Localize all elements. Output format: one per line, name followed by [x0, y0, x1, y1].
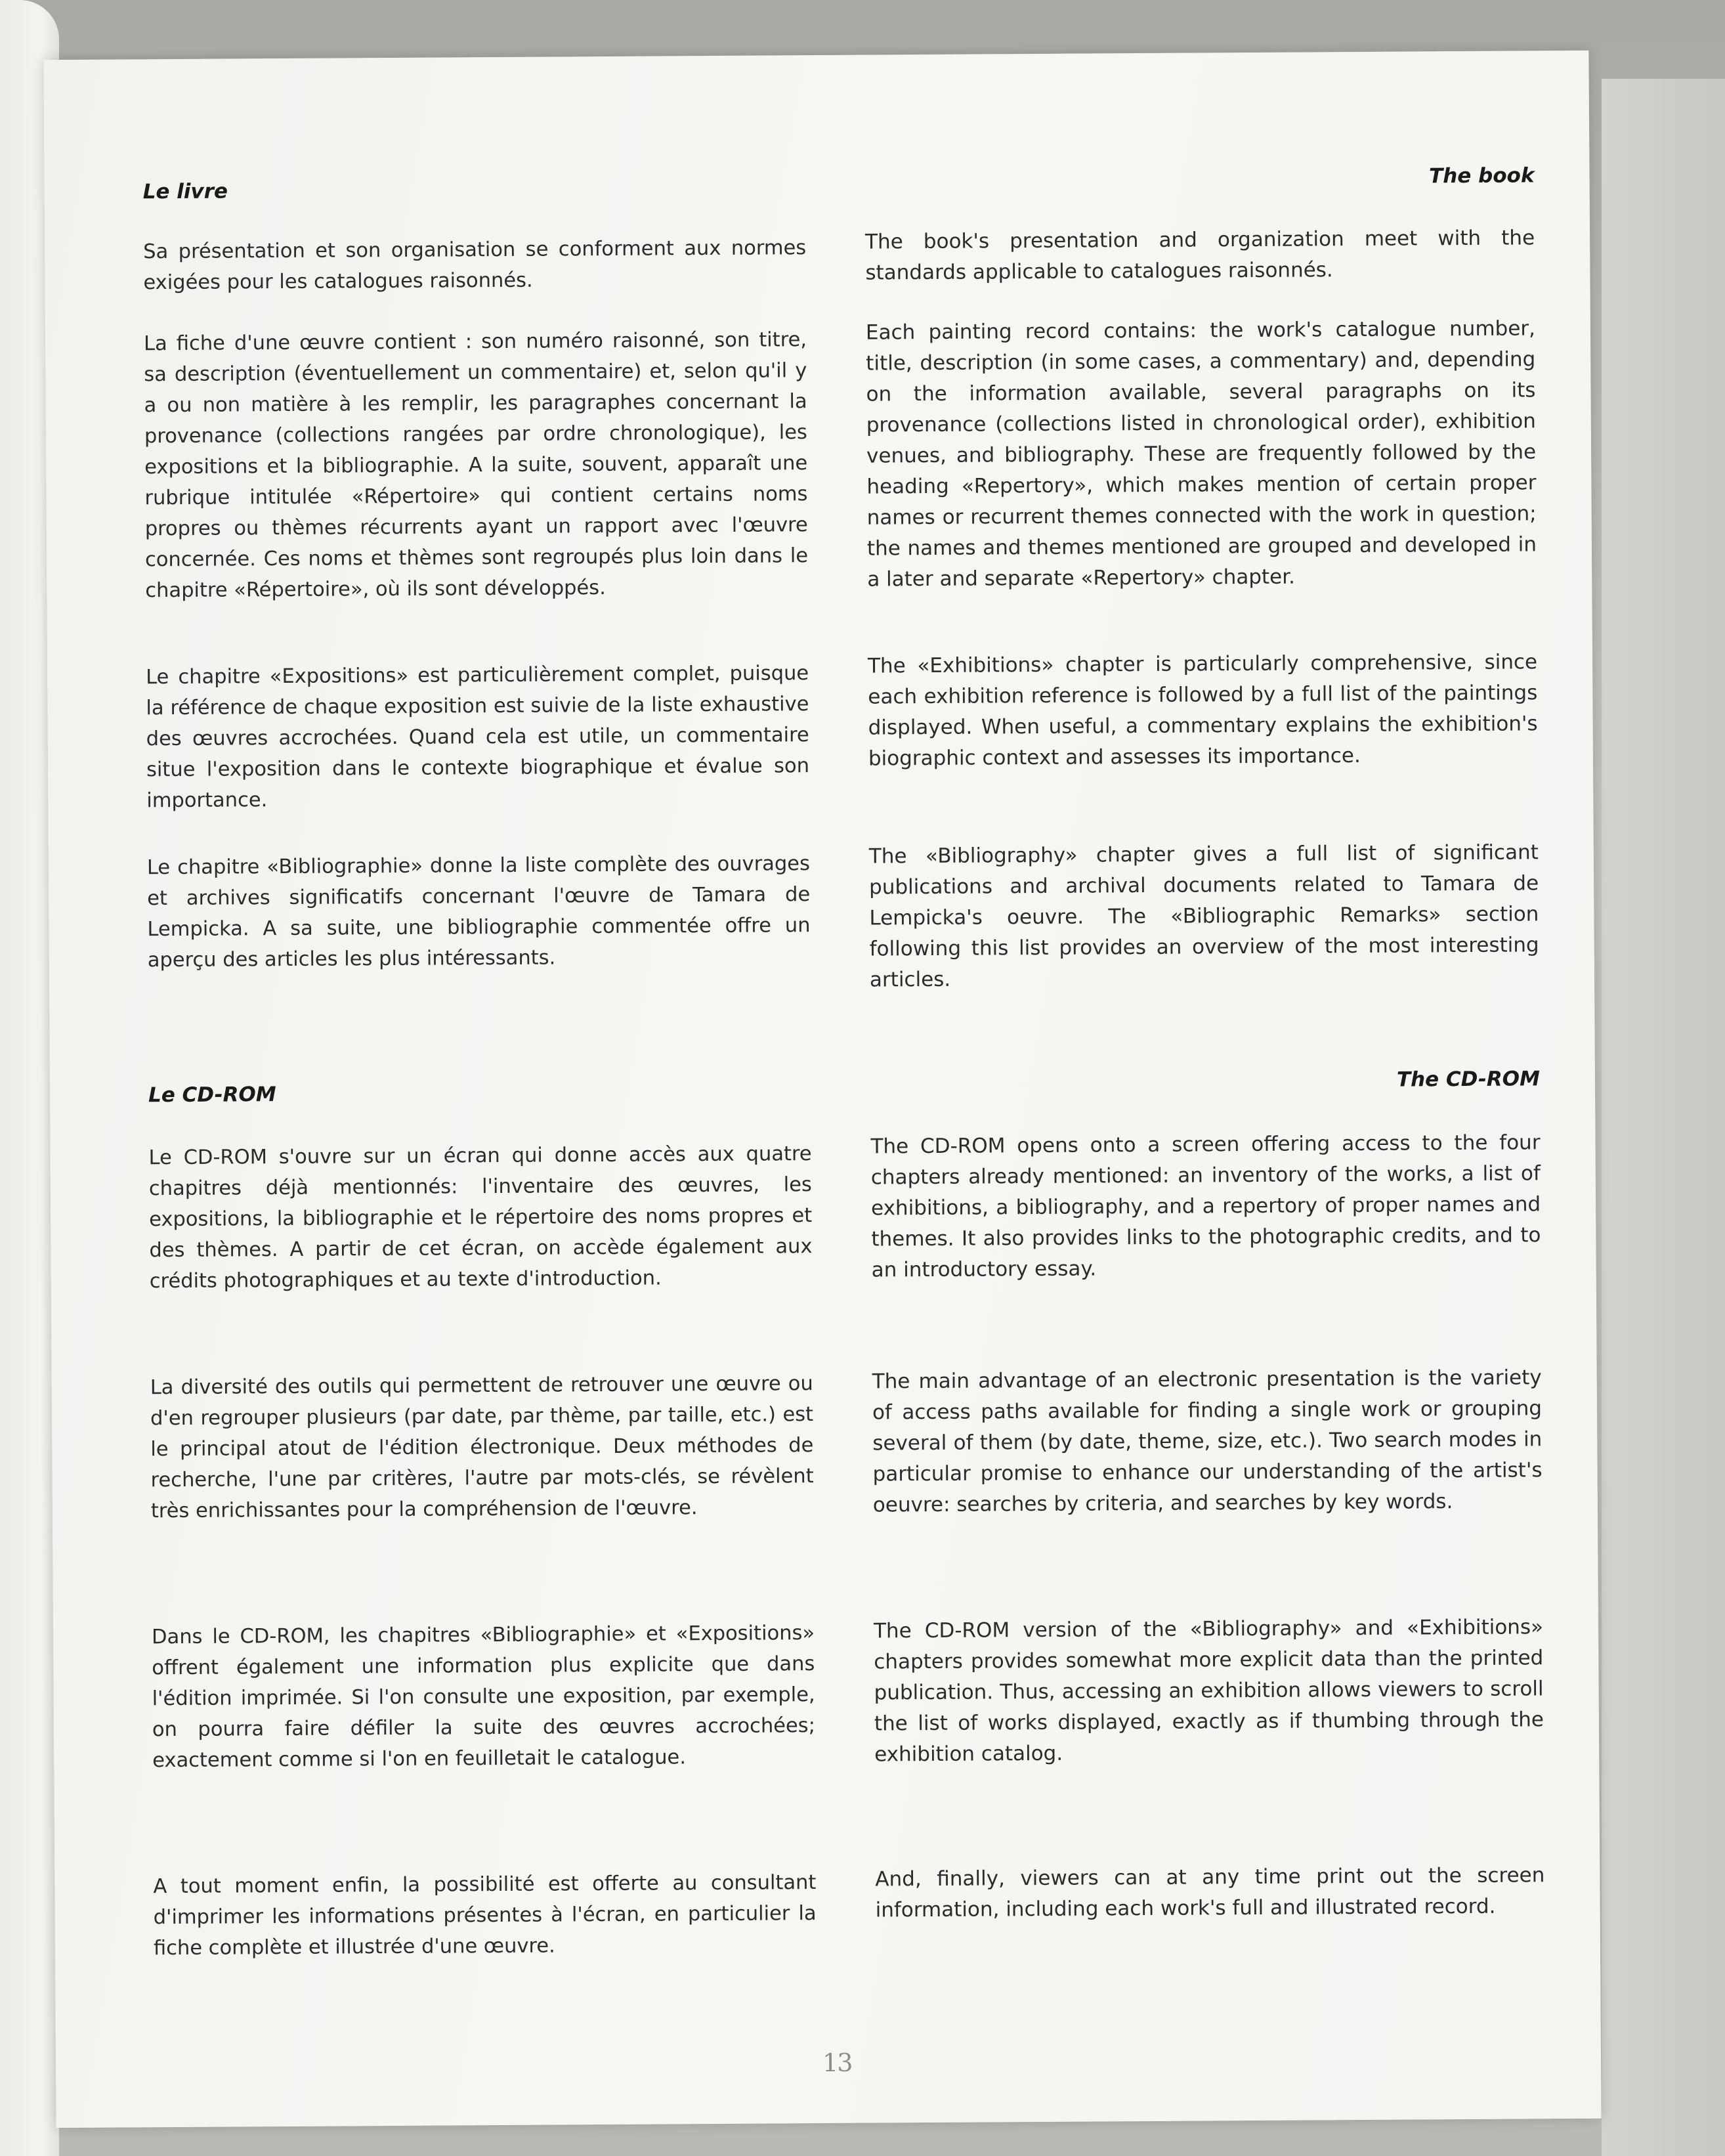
paragraph-en-7: The CD-ROM version of the «Bibliography» and «Exhibitions» chapters provides somewhat more explicit data than the printed publication. Thus, accessing an exhibition allows viewers to scroll the list of works displayed, exactly as if thumbing through the exhibition catalog.	[873, 1615, 1544, 1767]
paragraph-fr-7: Dans le CD-ROM, les chapitres «Bibliographie» et «Expositions» offrent également une information plus explicite que dans l'édition imprimée. Si l'on consulte une exposition, par exemple, on pourra faire défiler la suite des œuvres accrochées; exactement comme si l'on en feuilletait le catalogue.	[151, 1622, 816, 1773]
paragraph-en-1: The book's presentation and organization meet with the standards applicable to catalogues raisonnés.	[865, 226, 1535, 285]
paragraph-fr-2: La fiche d'une œuvre contient : son numéro raisonné, son titre, sa description (éventuellement un commentaire) et, selon qu'il y a ou non matière à les remplir, les paragraphes concernant la provenance (collections rangées par ordre chronologique), les expositions et la bibliographie. A la suite, souvent, apparaît une rubrique intitulée «Répertoire» qui contient certains noms propres ou thèmes récurrents ayant un rapport avec l'œuvre concernée. Ces noms et thèmes sont regroupés plus loin dans le chapitre «Répertoire», où ils sont développés.	[143, 328, 809, 603]
paragraph-en-4: The «Bibliography» chapter gives a full list of significant publications and archival documents related to Tamara de Lempicka's oeuvre. The «Bibliographic Remarks» section following this list provides an overview of the most interesting articles.	[868, 840, 1539, 992]
section-heading-book: The book	[1428, 163, 1535, 188]
paragraph-fr-3: Le chapitre «Expositions» est particulièrement complet, puisque la référence de chaque exposition est suivie de la liste exhaustive des œuvres accrochées. Quand cela est utile, un commentaire situe l'exposition dans le contexte biographique et évalue son importance.	[146, 662, 810, 813]
paragraph-fr-5: Le CD-ROM s'ouvre sur un écran qui donne accès aux quatre chapitres déjà mentionnés: l'inventaire des œuvres, les expositions, la bibliographie et le répertoire des noms propres et des thèmes. A partir de cet écran, on accède également aux crédits photographiques et au texte d'introduction.	[148, 1142, 813, 1293]
paragraph-en-5: The CD-ROM opens onto a screen offering access to the four chapters already mentioned: an inventory of the works, a list of exhibitions, a bibliography, and a repertory of proper names and themes. It also provides links to the photographic credits, and to an introductory essay.	[870, 1131, 1541, 1282]
page-number: 13	[822, 2048, 852, 2078]
section-heading-livre: Le livre	[142, 179, 228, 204]
paragraph-en-2: Each painting record contains: the work's catalogue number, title, description (in some cases, a commentary) and, depending on the information available, several paragraphs on its provenance (collections listed in chronological order), exhibition venues, and bibliography. These are frequently followed by the heading «Repertory», which makes mention of certain proper names or recurrent themes connected with the work in question; the names and themes mentioned are grouped and developed in a later and separate «Repertory» chapter.	[865, 316, 1537, 592]
paragraph-en-3: The «Exhibitions» chapter is particularly comprehensive, since each exhibition reference is followed by a full list of the paintings displayed. When useful, a commentary explains the exhibition's biographic context and assesses its importance.	[867, 650, 1538, 771]
book-page	[43, 51, 1601, 2128]
paragraph-en-8: And, finally, viewers can at any time print out the screen information, including each work's full and illustrated record.	[875, 1863, 1545, 1922]
paragraph-en-6: The main advantage of an electronic presentation is the variety of access paths available for finding a single work or grouping several of them (by date, theme, size, etc.). Two search modes in particular promise to enhance our understanding of the artist's oeuvre: searches by criteria, and searches by key words.	[872, 1366, 1543, 1517]
paragraph-fr-4: Le chapitre «Bibliographie» donne la liste complète des ouvrages et archives significatifs concernant l'œuvre de Tamara de Lempicka. A sa suite, une bibliographie commentée offre un aperçu des articles les plus intéressants.	[146, 852, 811, 972]
paragraph-fr-6: La diversité des outils qui permettent de retrouver une œuvre ou d'en regrouper plusieurs (par date, par thème, par taille, etc.) est le principal atout de l'édition électronique. Deux méthodes de recherche, l'une par critères, l'autre par mots-clés, se révèlent très enrichissantes pour la compréhension de l'œuvre.	[150, 1372, 814, 1523]
paragraph-fr-1: Sa présentation et son organisation se conforment aux normes exigées pour les catalogues raisonnés.	[143, 236, 807, 295]
paragraph-fr-8: A tout moment enfin, la possibilité est offerte au consultant d'imprimer les informations présentes à l'écran, en particulier la fiche complète et illustrée d'une œuvre.	[153, 1871, 817, 1960]
section-heading-cdrom-en: The CD-ROM	[1396, 1067, 1541, 1092]
table-surface	[1602, 79, 1725, 2156]
section-heading-cdrom-fr: Le CD-ROM	[148, 1083, 276, 1108]
